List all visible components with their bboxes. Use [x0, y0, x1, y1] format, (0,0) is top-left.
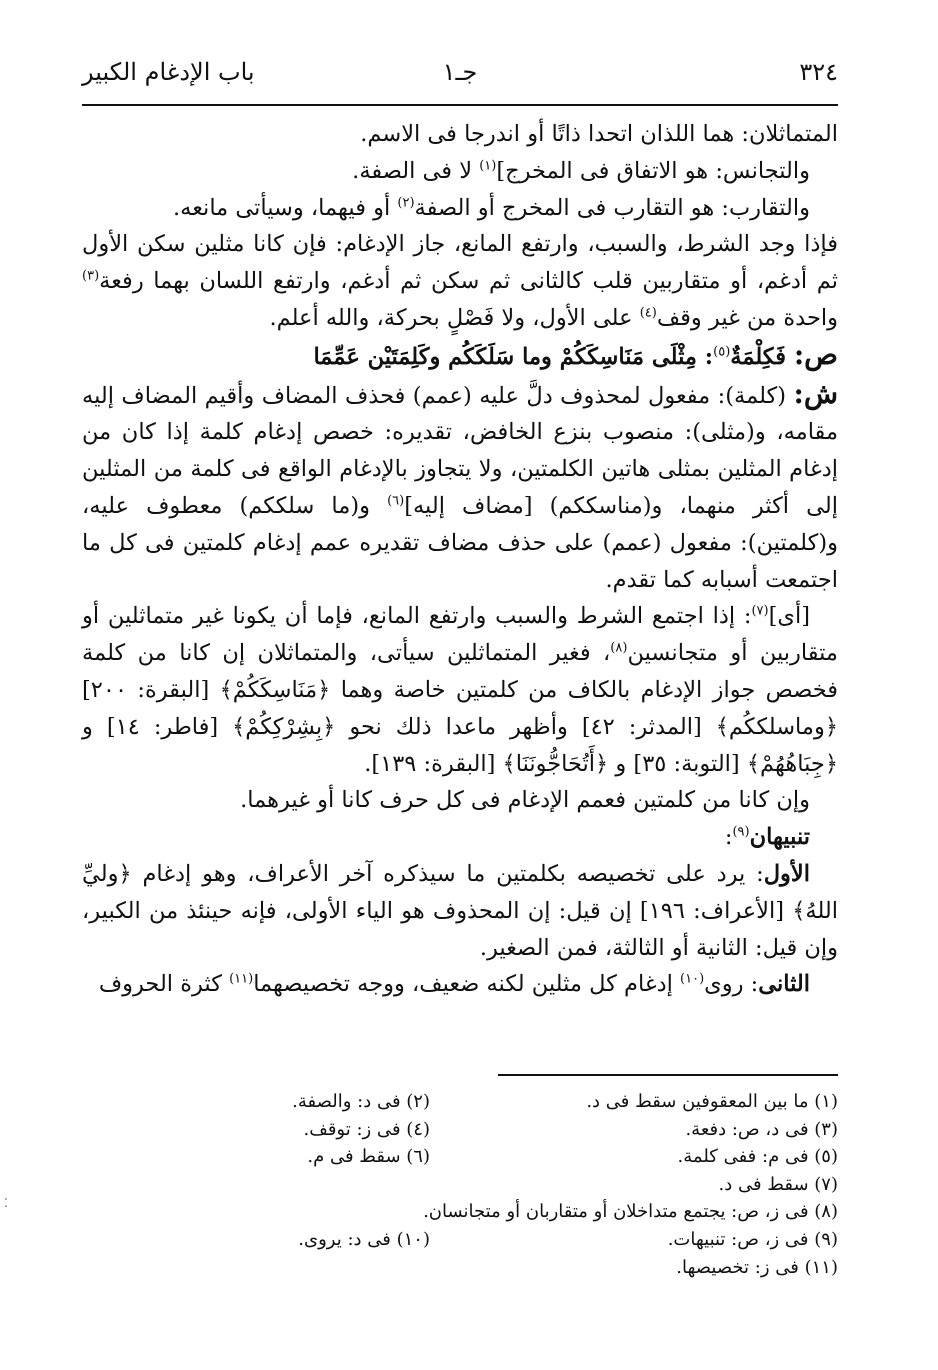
- footnote-item: (٦) سقط فى م.: [307, 1146, 430, 1168]
- paragraph-definition-taqarub: والتقارب: هو التقارب فى المخرج أو الصفة$^{(٢)}$ أو فيهما، وسيأتى مانعه.: [172, 194, 810, 221]
- footnote-ref[interactable]: (٢): [397, 195, 415, 211]
- paragraph-commentary: ش: (كلمة): مفعول لمحذوف دلَّ عليه (عمم) فحذف المضاف وأقيم المضاف إليه مقامه، و(مثلى): منصوب بنزع الخافض، تقديره: خصص إدغام كلمة إذا كان من إدغام المثلين بمثلى هاتين الكلمتين، ولا يتجاوز بالإدغام الواقع فى كلمة من المثلين إلى أكثر منهما، و(مناسككم) [مضاف إليه]$^{(٦)}$ و(ما سلككم) معطوف عليه، و(كلمتين): مفعول (عمم) على حذف مضاف تقديره عمم إدغام كلمتين فى كل ما اجتمعت أسبابه كما تقدم.: [82, 376, 838, 593]
- footnote-ref[interactable]: (٦): [387, 493, 405, 509]
- footnote-item: (٨) فى ز، ص: يجتمع متداخلان أو متقاربان أو متجانسان.: [423, 1201, 838, 1223]
- footnote-ref[interactable]: (١): [479, 158, 497, 174]
- paragraph-second-note: الثانى: روى$^{(١٠)}$ إدغام كل مثلين لكنه ضعيف، ووجه تخصيصهما$^{(١١)}$ كثرة الحروف: [98, 971, 810, 998]
- footnote-item: (٩) فى ز، ص: تنبيهات.: [667, 1228, 838, 1250]
- footnote-ref[interactable]: (١٠): [680, 971, 705, 987]
- verse-label: ص:: [793, 337, 838, 371]
- footnote-ref[interactable]: (٥): [713, 344, 731, 360]
- scan-edge-mark: ⁚: [4, 1196, 8, 1210]
- paragraph-first-note: الأول: يرد على تخصيصه بكلمتين ما سيذكره آخر الأعراف، وهو إدغام ﴿وليِّ اللهُ﴾ [الأعراف: ١٩٦] إن قيل: إن المحذوف هو الياء الأولى، فإنه حينئذ من الكبير، وإن قيل: الثانية أو الثالثة، فمن الصغير.: [82, 860, 838, 961]
- footnote-item: (١) ما بين المعقوفين سقط فى د.: [586, 1091, 838, 1112]
- running-header: [82, 58, 838, 98]
- footnote-divider: [498, 1074, 838, 1076]
- header-divider: [82, 104, 838, 106]
- paragraph-verse: ص: فَكِلْمَةٌ$^{(٥)}$: مِثْلَى مَنَاسِكَكُمْ وما سَلَكَكُم وكَلِمَتَيْن عَمِّمَا: [313, 337, 838, 371]
- paragraph-notes-heading: تنبيهان$^{(٩)}$:: [724, 824, 810, 851]
- page-number: ٣٢٤: [799, 58, 838, 86]
- footnote-item: (٣) فى د، ص: دفعة.: [685, 1118, 838, 1140]
- footnote-item: (٢) فى د: والصفة.: [292, 1091, 430, 1112]
- chapter-title: باب الإدغام الكبير: [82, 58, 255, 86]
- footnote-item: (٧) سقط فى د.: [718, 1173, 838, 1195]
- notes-heading: تنبيهان: [749, 824, 810, 851]
- footnote-ref[interactable]: (١١): [229, 971, 254, 987]
- footnote-item: (١١) فى ز: تخصيصها.: [676, 1256, 838, 1278]
- main-text: [82, 116, 838, 1003]
- paragraph-conditions: فإذا وجد الشرط، والسبب، وارتفع المانع، جاز الإدغام: فإن كانا مثلين سكن الأول ثم أدغم، أو متقاربين قلب كالثانى ثم سكن ثم أدغم، وارتفع اللسان بهما رفعة$^{(٣)}$ واحدة من غير وقف$^{(٤)}$ على الأول، ولا فَصْلٍ بحركة، والله أعلم.: [82, 231, 838, 331]
- paragraph-definition-tajanus: والتجانس: هو الاتفاق فى المخرج]$^{(١)}$ لا فى الصفة.: [352, 157, 810, 184]
- paragraph-definition-mutamathilan: المتماثلان: هما اللذان اتحدا ذاتًا أو اندرجا فى الاسم.: [360, 121, 838, 147]
- footnote-ref[interactable]: (٤): [639, 305, 657, 321]
- footnote-ref[interactable]: (٧): [751, 603, 769, 619]
- footnote-item: (١٠) فى د: يروى.: [298, 1228, 430, 1250]
- volume-label: جـ١: [442, 58, 478, 86]
- commentary-label: ش:: [793, 376, 838, 410]
- footnote-item: (٥) فى م: ففى كلمة.: [677, 1146, 838, 1168]
- paragraph-explanation: [أى]$^{(٧)}$: إذا اجتمع الشرط والسبب وارتفع المانع، فإما أن يكونا غير متماثلين أو متقاربين أو متجانسين$^{(٨)}$، فغير المتماثلين سيأتى، والمتماثلان إن كانا من كلمة فخصص جواز الإدغام بالكاف من كلمتين خاصة وهما ﴿مَنَاسِكَكُمْ﴾ [البقرة: ٢٠٠] ﴿وماسلككُم﴾ [المدثر: ٤٢] وأظهر ماعدا ذلك نحو ﴿بِشِرْكِكُمْ﴾ [فاطر: ١٤] و ﴿جِبَاهُهُمْ﴾ [التوبة: ٣٥] و ﴿أَتُحَاجُّونَنَا﴾ [البقرة: ١٣٩].: [82, 603, 838, 777]
- footnote-item: (٤) فى ز: توقف.: [303, 1118, 430, 1140]
- footnote-ref[interactable]: (٩): [732, 824, 750, 840]
- footnotes: [82, 1088, 838, 1281]
- footnote-ref[interactable]: (٣): [82, 268, 100, 284]
- footnote-ref[interactable]: (٨): [610, 640, 628, 656]
- paragraph-two-words: وإن كانا من كلمتين فعمم الإدغام فى كل حرف كانا أو غيرهما.: [240, 787, 810, 814]
